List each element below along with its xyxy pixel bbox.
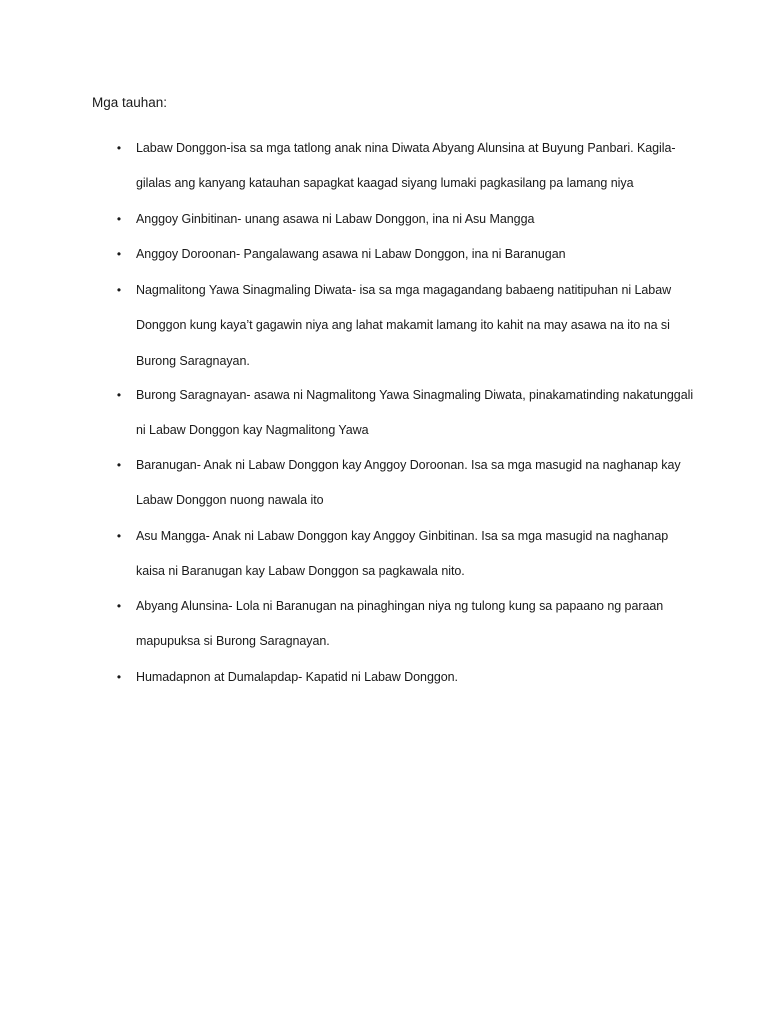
list-item bbox=[116, 131, 696, 202]
list-item bbox=[116, 378, 696, 449]
list-item-text: Asu Mangga- Anak ni Labaw Donggon kay Anggoy Ginbitinan. Isa sa mga masugid na naghanap kaisa ni Baranugan kay Labaw Donggon sa pagkawala nito. bbox=[136, 529, 669, 579]
list-item bbox=[116, 660, 696, 695]
list-item-text: Anggoy Doroonan- Pangalawang asawa ni Labaw Donggon, ina ni Baranugan bbox=[136, 247, 566, 261]
bullet-icon: • bbox=[116, 212, 122, 226]
list-item-text: Baranugan- Anak ni Labaw Donggon kay Anggoy Doroonan. Isa sa mga masugid na naghanap kay Labaw Donggon nuong nawala ito bbox=[136, 458, 681, 508]
list-item-text: Nagmalitong Yawa Sinagmaling Diwata- isa sa mga magagandang babaeng natitipuhan ni Labaw Donggon kung kaya’t gagawin niya ang lahat makamit lamang ito kahit na may asawa na ito na si Burong Saragnayan. bbox=[136, 283, 672, 368]
bullet-icon: • bbox=[116, 141, 122, 155]
document-heading: Mga tauhan: bbox=[92, 95, 168, 110]
bullet-icon: • bbox=[116, 529, 122, 543]
list-item bbox=[116, 448, 696, 519]
bullet-icon: • bbox=[116, 388, 122, 402]
list-item-text: Anggoy Ginbitinan- unang asawa ni Labaw Donggon, ina ni Asu Mangga bbox=[136, 212, 535, 226]
list-item-text: Abyang Alunsina- Lola ni Baranugan na pinaghingan niya ng tulong kung sa papaano ng paraan mapupuksa si Burong Saragnayan. bbox=[136, 599, 664, 649]
list-item-text: Labaw Donggon-isa sa mga tatlong anak nina Diwata Abyang Alunsina at Buyung Panbari. Kagila-gilalas ang kanyang katauhan sapagkat kaagad siyang lumaki pagkasilang pa lamang niya bbox=[136, 141, 676, 191]
list-item-text: Humadapnon at Dumalapdap- Kapatid ni Labaw Donggon. bbox=[136, 670, 458, 684]
bullet-icon: • bbox=[116, 247, 122, 261]
bullet-icon: • bbox=[116, 670, 122, 684]
bullet-icon: • bbox=[116, 283, 122, 297]
list-item bbox=[116, 589, 696, 660]
list-item bbox=[116, 237, 696, 272]
list-item-text: Burong Saragnayan- asawa ni Nagmalitong Yawa Sinagmaling Diwata, pinakamatinding nakatunggali ni Labaw Donggon kay Nagmalitong Yawa bbox=[136, 388, 694, 438]
bullet-icon: • bbox=[116, 458, 122, 472]
bullet-icon: • bbox=[116, 599, 122, 613]
list-item bbox=[116, 273, 696, 379]
list-item bbox=[116, 519, 696, 590]
list-item bbox=[116, 202, 696, 237]
